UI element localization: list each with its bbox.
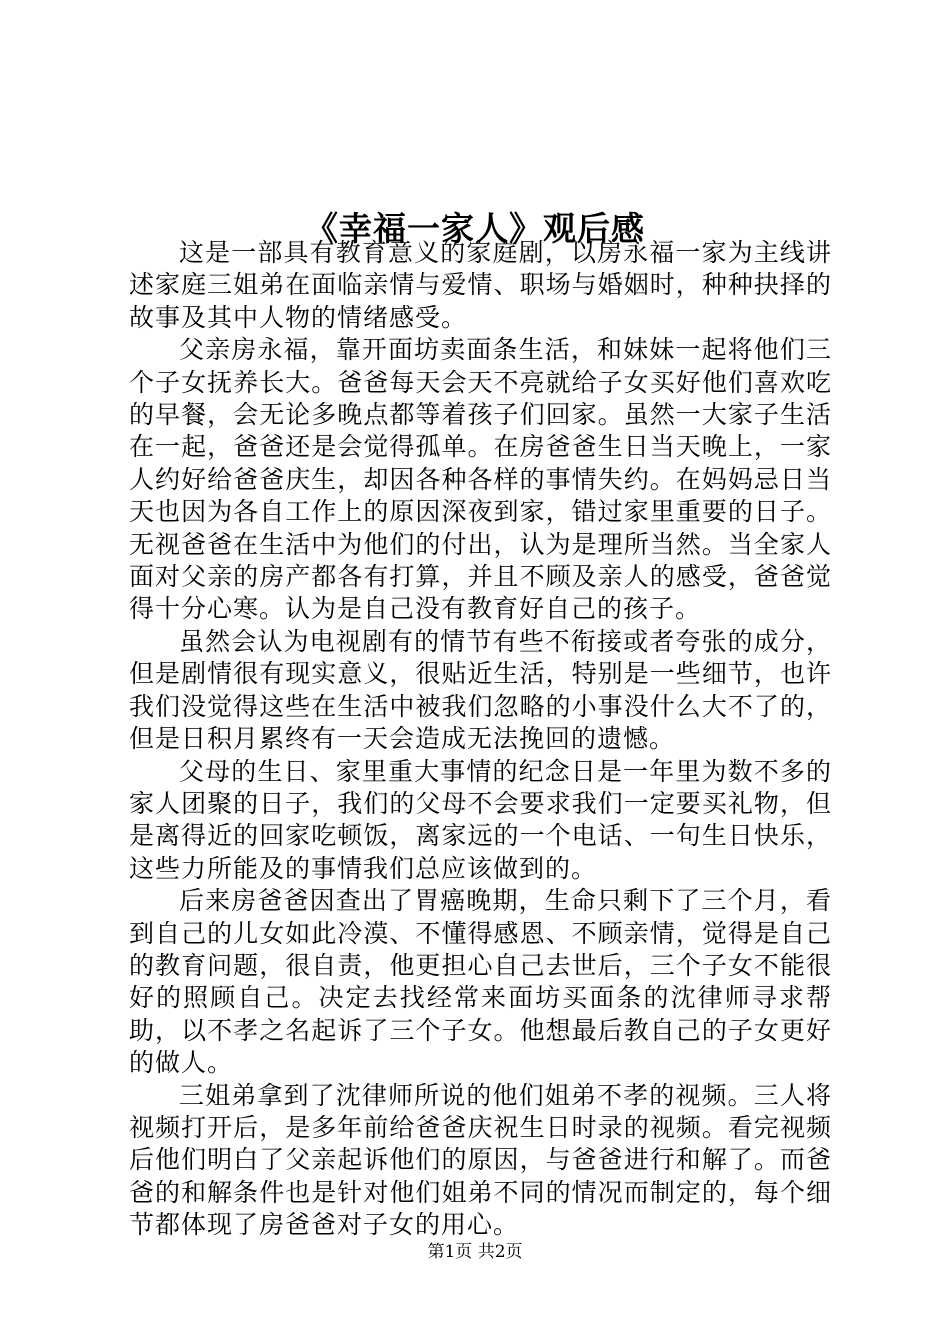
- page-title: 《幸福一家人》观后感: [305, 209, 645, 249]
- paragraph-4: 父母的生日、家里重大事情的纪念日是一年里为数不多的家人团聚的日子，我们的父母不会要求我们一定要买礼物，但是离得近的回家吃顿饭，离家远的一个电话、一句生日快乐，这些力所能及的事情我们总应该做到的。: [129, 756, 832, 883]
- paragraph-2: 父亲房永福，靠开面坊卖面条生活，和妹妹一起将他们三个子女抚养长大。爸爸每天会天不亮就给子女买好他们喜欢吃的早餐，会无论多晚点都等着孩子们回家。虽然一大家子生活在一起，爸爸还是会觉得孤单。在房爸爸生日当天晚上，一家人约好给爸爸庆生，却因各种各样的事情失约。在妈妈忌日当天也因为各自工作上的原因深夜到家，错过家里重要的日子。无视爸爸在生活中为他们的付出，认为是理所当然。当全家人面对父亲的房产都各有打算，并且不顾及亲人的感受，爸爸觉得十分心寒。认为是自己没有教育好自己的孩子。: [129, 335, 832, 624]
- paragraph-6: 三姐弟拿到了沈律师所说的他们姐弟不孝的视频。三人将视频打开后，是多年前给爸爸庆祝生日时录的视频。看完视频后他们明白了父亲起诉他们的原因，与爸爸进行和解了。而爸爸的和解条件也是针对他们姐弟不同的情况而制定的，每个细节都体现了房爸爸对子女的用心。: [129, 1080, 832, 1240]
- paragraph-1: 这是一部具有教育意义的家庭剧，以房永福一家为主线讲述家庭三姐弟在面临亲情与爱情、职场与婚姻时，种种抉择的故事及其中人物的情绪感受。: [129, 238, 832, 332]
- page-footer: 第1页 共2页: [427, 1242, 523, 1262]
- document-body: [129, 237, 832, 1242]
- paragraph-3: 虽然会认为电视剧有的情节有些不衔接或者夸张的成分，但是剧情很有现实意义，很贴近生活，特别是一些细节，也许我们没觉得这些在生活中被我们忽略的小事没什么大不了的，但是日积月累终有一天会造成无法挽回的遗憾。: [129, 626, 832, 754]
- paragraph-5: 后来房爸爸因查出了胃癌晚期，生命只剩下了三个月，看到自己的儿女如此冷漠、不懂得感恩、不顾亲情，觉得是自己的教育问题，很自责，他更担心自己去世后，三个子女不能很好的照顾自己。决定去找经常来面坊买面条的沈律师寻求帮助，以不孝之名起诉了三个子女。他想最后教自己的子女更好的做人。: [129, 886, 832, 1078]
